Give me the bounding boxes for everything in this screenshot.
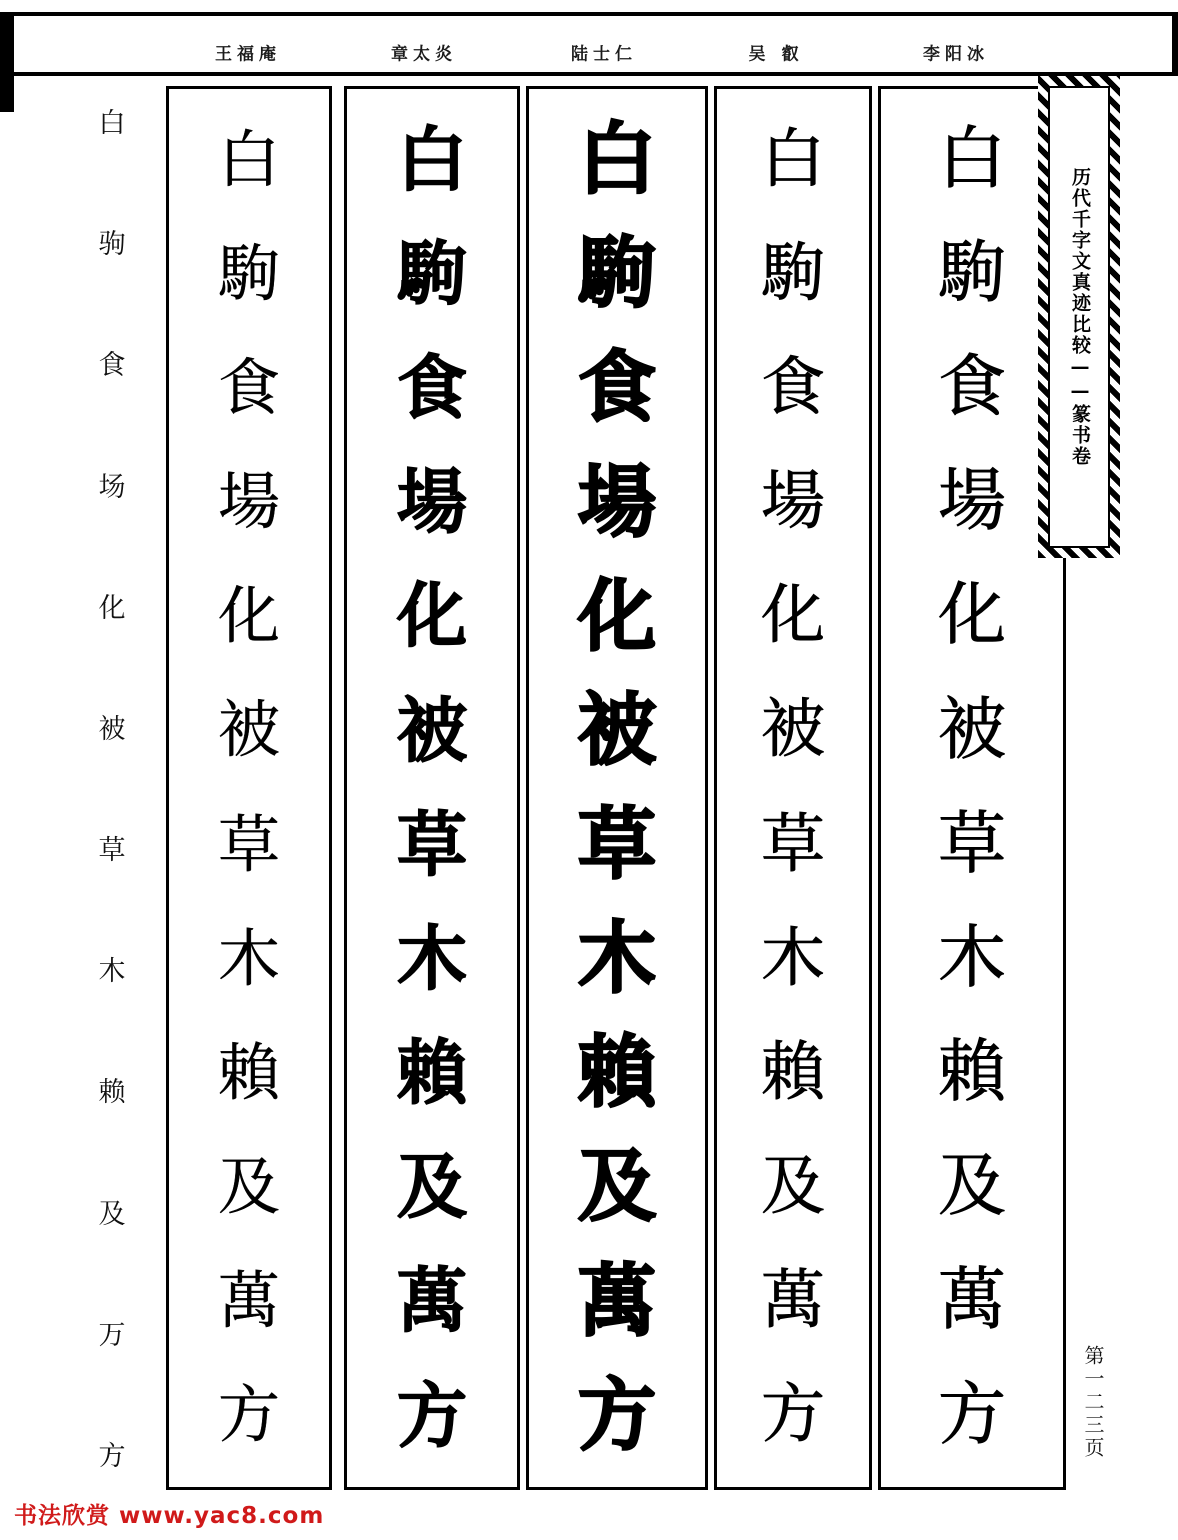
- gloss-char: 木: [98, 956, 126, 988]
- gloss-char: 草: [98, 835, 126, 867]
- regular-script-gloss-column: [72, 110, 152, 1470]
- calligrapher-name: 章太炎: [391, 44, 457, 65]
- seal-char: 及: [761, 1150, 825, 1225]
- seal-char: 被: [397, 688, 467, 772]
- seal-char: 草: [577, 798, 656, 890]
- seal-char: 白: [217, 122, 280, 196]
- gloss-char: 赖: [98, 1077, 126, 1109]
- seal-char: 萬: [937, 1261, 1006, 1341]
- seal-char: 白: [577, 114, 656, 206]
- seal-char: 被: [937, 690, 1006, 770]
- seal-char: 及: [397, 1145, 467, 1229]
- seal-char: 被: [577, 684, 656, 776]
- seal-char: 萬: [217, 1264, 280, 1338]
- seal-char: 駒: [937, 233, 1006, 313]
- seal-char: 場: [761, 465, 825, 540]
- seal-char: 被: [217, 693, 280, 767]
- seal-char: 草: [937, 804, 1006, 884]
- page-number: 第一二三页: [1081, 1345, 1105, 1460]
- gloss-char: 白: [98, 108, 126, 139]
- seal-char: 場: [217, 465, 280, 539]
- gloss-char: 万: [98, 1319, 126, 1351]
- gloss-char: 食: [98, 350, 126, 382]
- seal-char: 及: [937, 1147, 1006, 1227]
- seal-char: 木: [761, 921, 825, 996]
- seal-char: 及: [217, 1150, 280, 1224]
- seal-char: 化: [217, 579, 280, 653]
- seal-char: 化: [937, 576, 1006, 656]
- calligrapher-header-row: [0, 16, 1178, 72]
- seal-char: 木: [577, 913, 656, 1005]
- seal-char: 食: [217, 350, 280, 424]
- seal-char: 方: [397, 1373, 467, 1457]
- seal-char: 白: [397, 117, 467, 201]
- gloss-char: 方: [98, 1440, 126, 1472]
- gloss-char: 被: [98, 713, 126, 745]
- seal-char: 木: [937, 918, 1006, 998]
- seal-char: 及: [577, 1141, 656, 1233]
- seal-char: 化: [761, 579, 825, 654]
- gloss-char: 化: [98, 592, 126, 624]
- seal-char: 被: [761, 693, 825, 768]
- seal-char: 駒: [577, 228, 656, 320]
- seal-char: 化: [577, 570, 656, 662]
- seal-char: 萬: [397, 1259, 467, 1343]
- seal-char: 場: [577, 456, 656, 548]
- seal-char: 方: [217, 1378, 280, 1452]
- seal-script-column: [166, 86, 332, 1490]
- seal-char: 木: [397, 916, 467, 1000]
- gloss-char: 及: [98, 1198, 126, 1230]
- seal-char: 萬: [761, 1264, 825, 1339]
- seal-char: 食: [577, 342, 656, 434]
- seal-char: 食: [761, 350, 825, 425]
- seal-char: 賴: [577, 1027, 656, 1119]
- seal-char: 賴: [937, 1033, 1006, 1113]
- calligrapher-name: 吴 叡: [748, 44, 804, 65]
- seal-script-columns: [166, 86, 1066, 1490]
- seal-char: 草: [397, 802, 467, 886]
- gloss-char: 驹: [98, 229, 126, 261]
- seal-script-column: [344, 86, 520, 1490]
- seal-char: 賴: [761, 1035, 825, 1110]
- seal-char: 駒: [397, 231, 467, 315]
- seal-char: 木: [217, 921, 280, 995]
- seal-char: 白: [761, 122, 825, 197]
- seal-char: 食: [937, 348, 1006, 428]
- spine-title: 历代千字文真迹比较——篆书卷: [1068, 167, 1091, 467]
- seal-script-column: [526, 86, 708, 1490]
- seal-script-column: [714, 86, 872, 1490]
- seal-char: 白: [937, 119, 1006, 199]
- seal-char: 方: [577, 1369, 656, 1461]
- seal-char: 賴: [217, 1035, 280, 1109]
- spine-tab: [1048, 86, 1110, 548]
- seal-char: 萬: [577, 1255, 656, 1347]
- seal-char: 駒: [217, 236, 280, 310]
- seal-char: 賴: [397, 1031, 467, 1115]
- calligrapher-name: 王福庵: [215, 44, 281, 65]
- seal-char: 方: [937, 1375, 1006, 1455]
- seal-char: 駒: [761, 236, 825, 311]
- calligrapher-name: 李阳冰: [923, 44, 989, 65]
- seal-char: 草: [761, 807, 825, 882]
- gloss-char: 场: [98, 471, 126, 503]
- seal-char: 方: [761, 1378, 825, 1453]
- seal-char: 場: [397, 460, 467, 544]
- seal-char: 化: [397, 574, 467, 658]
- seal-char: 食: [397, 346, 467, 430]
- site-watermark: 书法欣赏 www.yac8.com: [14, 1503, 325, 1529]
- calligrapher-name: 陆士仁: [571, 44, 637, 65]
- seal-char: 場: [937, 462, 1006, 542]
- seal-char: 草: [217, 807, 280, 881]
